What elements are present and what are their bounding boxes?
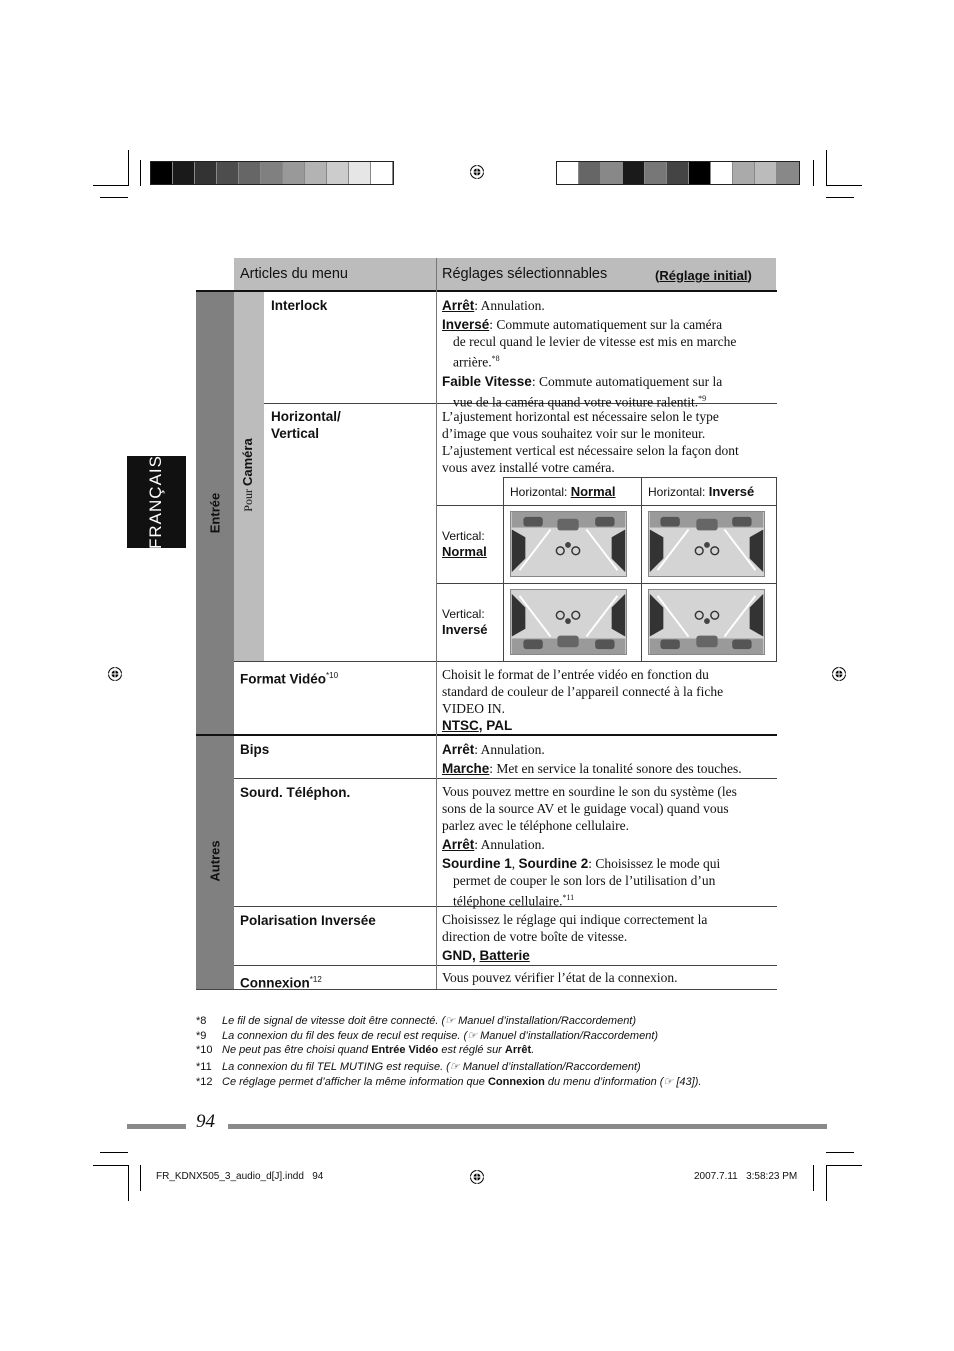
- registration-mark-icon: [469, 164, 485, 180]
- crop-mark: [100, 1152, 128, 1153]
- footer-file: FR_KDNX505_3_audio_d[J].indd 94: [156, 1171, 324, 1182]
- header-initial: (Réglage initial): [655, 268, 752, 283]
- rule: [234, 661, 777, 662]
- color-swatch: [349, 162, 371, 184]
- color-swatch: [689, 162, 711, 184]
- settings-interlock: Arrêt: Annulation. Inversé: Commute automatiquement sur la caméra de recul quand le levier de vitesse est mis en marche arrière.$^{*8}$ Faible Vitesse: Commute automatiquement sur la vue de la caméra quand votre voiture ralentit.$^{*9}$: [442, 298, 737, 409]
- crop-mark: [826, 185, 862, 186]
- rule: [436, 583, 777, 584]
- item-interlock: Interlock: [271, 298, 328, 313]
- color-swatch: [371, 162, 393, 184]
- crop-mark: [826, 1165, 827, 1201]
- page-bar-right: [228, 1124, 827, 1129]
- page-bar-left: [127, 1124, 186, 1129]
- rule: [503, 477, 504, 661]
- color-swatch: [239, 162, 261, 184]
- color-swatch: [755, 162, 777, 184]
- col-horizontal-normal: Horizontal: Normal: [510, 484, 616, 499]
- settings-polarisation-inversee: Choisissez le réglage qui indique correctement la direction de votre boîte de vitesse. GND, Batterie: [442, 912, 708, 963]
- rule: [196, 734, 777, 736]
- crop-mark: [826, 1152, 854, 1153]
- settings-sourd-telephon: Vous pouvez mettre en sourdine le son du système (les sons de la source AV et le guidage vocal) quand vous parlez avec le téléphone cellulaire. Arrêt: Annulation. Sourdine 1, Sourdine 2: Choisissez le mode qui permet de couper le son lors de l’utilisation d’un téléphone cellulaire.$^{*11}$: [442, 784, 737, 909]
- crop-mark: [100, 197, 128, 198]
- footnote-8: *8 Le fil de signal de vitesse doit être connecté. (☞ Manuel d’installation/Raccordement): [196, 1015, 637, 1027]
- camera-view-illustration: [648, 589, 765, 655]
- rule: [641, 477, 642, 661]
- crop-mark: [826, 150, 827, 186]
- item-connexion: Connexion$^{*12}$: [240, 975, 322, 991]
- registration-mark-icon: [469, 1169, 485, 1185]
- color-swatch: [283, 162, 305, 184]
- crop-mark: [128, 1165, 129, 1201]
- item-horizontal-vertical: Horizontal/ Vertical: [271, 409, 341, 441]
- rule: [196, 290, 777, 292]
- item-bips: Bips: [240, 742, 270, 757]
- header-menu-items: Articles du menu: [240, 266, 348, 282]
- rule: [436, 505, 777, 506]
- settings-connexion: Vous pouvez vérifier l’état de la connexion.: [442, 970, 678, 985]
- footnote-11: *11 La connexion du fil TEL MUTING est requise. (☞ Manuel d’installation/Raccordement): [196, 1061, 641, 1073]
- settings-format-video: Choisit le format de l’entrée vidéo en fonction du standard de couleur de l’appareil connecté à la fiche VIDEO IN. NTSC, PAL: [442, 667, 724, 733]
- item-format-video: Format Vidéo$^{*10}$: [240, 671, 339, 687]
- page-number: 94: [196, 1111, 215, 1132]
- color-swatch: [217, 162, 239, 184]
- color-swatch: [579, 162, 601, 184]
- crop-mark: [140, 160, 141, 186]
- color-swatch: [601, 162, 623, 184]
- rule: [436, 258, 437, 989]
- color-swatch: [327, 162, 349, 184]
- rule: [776, 477, 777, 661]
- color-swatch: [173, 162, 195, 184]
- footnote-9: *9 La connexion du fil des feux de recul est requise. (☞ Manuel d’installation/Raccordement): [196, 1030, 659, 1042]
- group-label-entree: Entrée: [207, 492, 223, 534]
- header-settings: Réglages sélectionnables: [442, 266, 608, 282]
- item-polarisation-inversee: Polarisation Inversée: [240, 913, 376, 928]
- camera-view-illustration: [648, 511, 765, 577]
- color-swatch: [645, 162, 667, 184]
- crop-mark: [813, 1165, 814, 1191]
- color-swatch: [151, 162, 173, 184]
- item-sourd-telephon: Sourd. Téléphon.: [240, 785, 351, 800]
- color-swatch: [667, 162, 689, 184]
- crop-mark: [93, 185, 129, 186]
- desc-horizontal-vertical: L’ajustement horizontal est nécessaire selon le type d’image que vous souhaitez voir sur le moniteur. L’ajustement vertical est nécessaire selon la façon dont vous avez installé votre caméra.: [442, 409, 739, 475]
- crop-mark: [813, 160, 814, 186]
- color-swatch: [777, 162, 799, 184]
- rule: [234, 965, 777, 966]
- color-swatch: [711, 162, 733, 184]
- crop-mark: [128, 150, 129, 186]
- camera-view-illustration: [510, 511, 627, 577]
- subgroup-label-camera: Pour Caméra: [240, 438, 255, 512]
- footer-date: 2007.7.11 3:58:23 PM: [694, 1171, 798, 1182]
- color-swatch: [305, 162, 327, 184]
- crop-mark: [140, 1165, 141, 1191]
- registration-mark-icon: [107, 666, 123, 682]
- settings-bips: Arrêt: Annulation. Marche: Met en service la tonalité sonore des touches.: [442, 742, 742, 776]
- crop-mark: [826, 1165, 862, 1166]
- camera-view-illustration: [510, 589, 627, 655]
- group-sidebar: [196, 291, 234, 989]
- registration-mark-icon: [831, 666, 847, 682]
- color-bar-left: [150, 161, 394, 185]
- row-vertical-inverse: Vertical: Inversé: [442, 607, 488, 637]
- rule: [503, 477, 777, 478]
- footnote-12: *12 Ce réglage permet d’afficher la même information que Connexion du menu d’information (☞ [43]).: [196, 1076, 702, 1088]
- row-vertical-normal: Vertical: Normal: [442, 529, 487, 559]
- color-bar-right: [556, 161, 800, 185]
- language-tab: [127, 456, 186, 548]
- color-swatch: [733, 162, 755, 184]
- footnote-10: *10 Ne peut pas être choisi quand Entrée Vidéo est réglé sur Arrêt.: [196, 1044, 535, 1056]
- color-swatch: [261, 162, 283, 184]
- color-swatch: [623, 162, 645, 184]
- col-horizontal-inverse: Horizontal: Inversé: [648, 484, 755, 499]
- rule: [234, 778, 777, 779]
- language-label: FRANÇAIS: [146, 455, 165, 549]
- crop-mark: [826, 197, 854, 198]
- color-swatch: [195, 162, 217, 184]
- crop-mark: [93, 1165, 129, 1166]
- color-swatch: [557, 162, 579, 184]
- group-label-autres: Autres: [207, 840, 223, 882]
